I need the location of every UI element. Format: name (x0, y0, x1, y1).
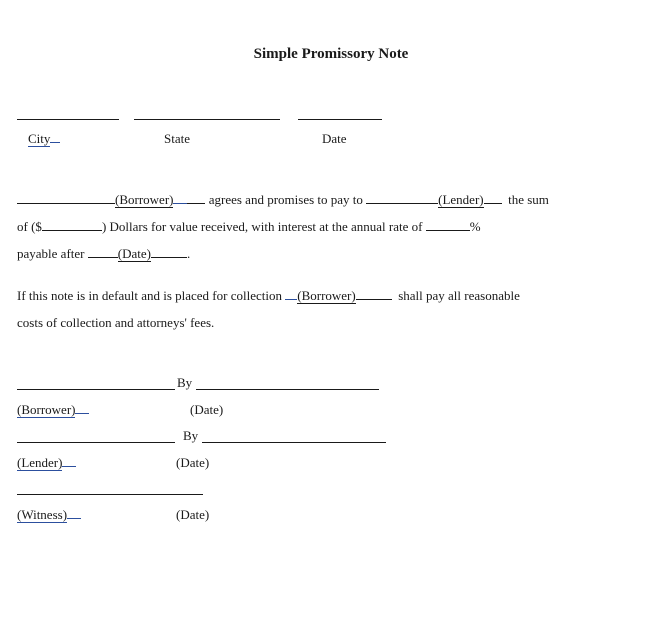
dollar-close: ) (101, 219, 107, 234)
due-date-placeholder[interactable]: (Date) (117, 246, 151, 261)
paragraph2-line1 (17, 288, 520, 304)
paragraph2-line2: costs of collection and attorneys' fees. (17, 315, 215, 330)
lender-date-label: (Date) (176, 455, 210, 470)
state-blank-line[interactable] (134, 119, 280, 120)
the-sum-text: the sum (508, 192, 549, 207)
date-label: Date (322, 131, 347, 146)
borrower-placeholder: (Borrower) (115, 192, 174, 207)
paragraph1-line2 (17, 219, 481, 235)
of-text: of (17, 219, 28, 234)
interest-rate-blank[interactable] (426, 219, 470, 231)
borrower-by-label: By (177, 375, 193, 390)
agrees-text: agrees and promises to pay to (208, 192, 363, 207)
city-label: City (28, 131, 60, 147)
dollars-text: Dollars for value received, with interest at the annual rate of (109, 219, 423, 234)
dollar-open: ($ (31, 219, 42, 234)
borrower-by-line[interactable] (196, 389, 379, 390)
period: . (186, 246, 191, 261)
lender-name-blank[interactable] (366, 192, 438, 204)
lender-placeholder: (Lender) (438, 192, 484, 207)
amount-blank[interactable] (42, 219, 102, 231)
paragraph1-line1 (17, 192, 549, 208)
borrower-signature-label: (Borrower) (17, 402, 89, 418)
city-blank-line[interactable] (17, 119, 119, 120)
lender-signature-label: (Lender) (17, 455, 76, 471)
shall-pay-text: shall pay all reasonable (398, 288, 520, 303)
percent-sign: % (469, 219, 481, 234)
witness-date-label: (Date) (176, 507, 210, 522)
borrower-name-blank[interactable] (17, 192, 115, 204)
default-text: If this note is in default and is placed for collection (17, 288, 282, 303)
lender-signature-line[interactable] (17, 442, 175, 443)
witness-signature-label: (Witness) (17, 507, 81, 523)
date-blank-line[interactable] (298, 119, 382, 120)
document-title: Simple Promissory Note (253, 46, 409, 62)
state-label: State (164, 131, 190, 146)
lender-by-label: By (183, 428, 199, 443)
payable-after-text: payable after (17, 246, 85, 261)
borrower-date-label: (Date) (190, 402, 224, 417)
borrower-signature-line[interactable] (17, 389, 175, 390)
lender-by-line[interactable] (202, 442, 386, 443)
witness-signature-line[interactable] (17, 494, 203, 495)
paragraph1-line3 (17, 246, 190, 262)
collection-borrower-placeholder[interactable]: (Borrower) (297, 288, 356, 303)
